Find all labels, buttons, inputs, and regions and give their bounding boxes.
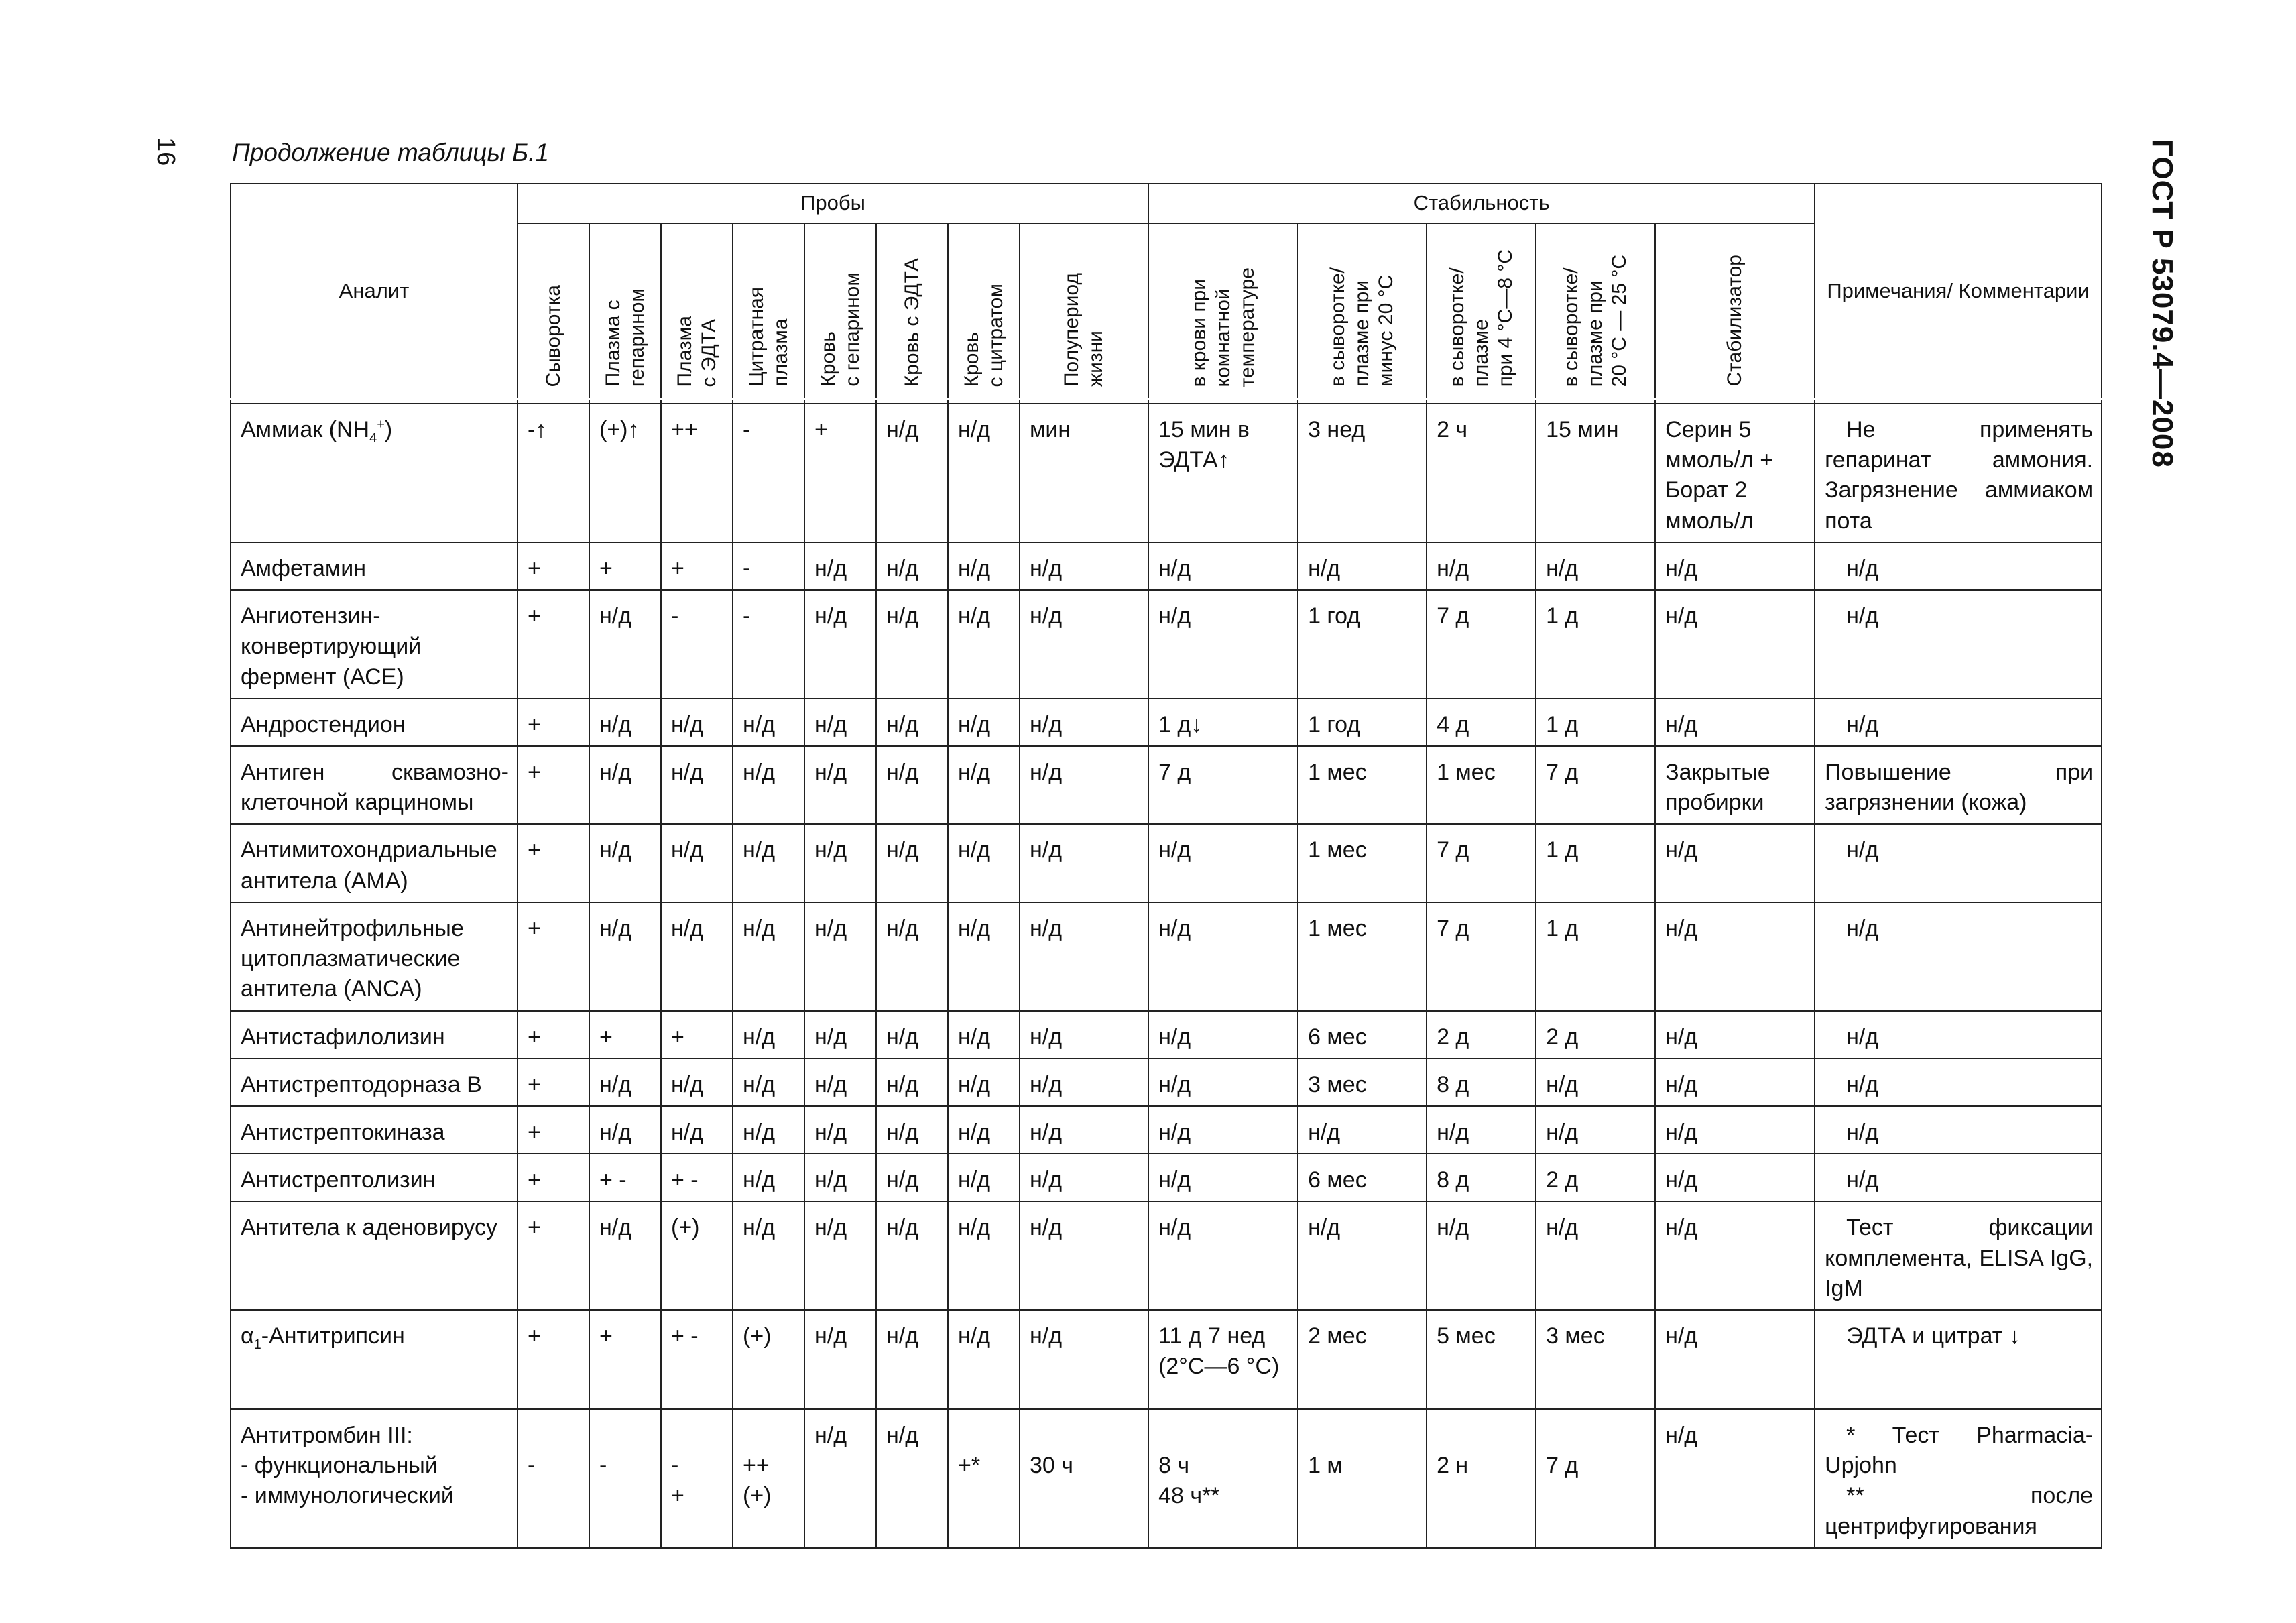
- value-cell: н/д: [1655, 1011, 1815, 1059]
- value-cell: н/д: [1148, 902, 1298, 1011]
- value-cell-line: н/д: [1665, 1423, 1698, 1449]
- value-cell-line: +: [671, 1483, 684, 1509]
- value-cell: н/д: [948, 1059, 1020, 1106]
- value-cell: 4 д: [1427, 699, 1536, 746]
- table-row: [231, 1154, 2102, 1201]
- header-samples-group: Пробы: [518, 184, 1148, 223]
- note-line: * Тест Pharmacia-Upjohn: [1825, 1423, 2094, 1479]
- value-cell: н/д: [1020, 746, 1148, 824]
- value-cell: [661, 1409, 733, 1548]
- header-column: [1020, 223, 1148, 399]
- value-cell: н/д: [804, 1154, 876, 1201]
- value-cell: н/д: [1148, 1011, 1298, 1059]
- table-row: [231, 590, 2102, 699]
- value-cell: н/д: [661, 699, 733, 746]
- value-cell: 1 д: [1536, 824, 1655, 902]
- note-cell: ЭДТА и цитрат ↓: [1815, 1310, 2102, 1409]
- header-column-label: Стабилизатор: [1724, 255, 1746, 387]
- value-cell: н/д: [1427, 542, 1536, 590]
- value-cell: [589, 1409, 661, 1548]
- value-cell: н/д: [948, 746, 1020, 824]
- value-cell: н/д: [1655, 824, 1815, 902]
- value-cell: +: [518, 1154, 589, 1201]
- value-cell: 8 д: [1427, 1059, 1536, 1106]
- value-cell: н/д: [948, 590, 1020, 699]
- note-cell: н/д: [1815, 1154, 2102, 1201]
- header-column: [804, 223, 876, 399]
- value-cell-line: -: [599, 1453, 607, 1479]
- value-cell-line: +*: [958, 1453, 981, 1479]
- header-column-label: Полупериод жизни: [1061, 273, 1107, 387]
- analyte-cell: Антинейтрофильные цитоплазматические антитела (ANCA): [231, 902, 518, 1011]
- value-cell: н/д: [804, 590, 876, 699]
- value-cell: Серин 5 ммоль/л + Борат 2 ммоль/л: [1655, 404, 1815, 542]
- header-notes: Примечания/ Комментарии: [1815, 184, 2102, 399]
- value-cell: 2 д: [1536, 1154, 1655, 1201]
- value-cell: 15 мин в ЭДТА↑: [1148, 404, 1298, 542]
- note-cell: н/д: [1815, 590, 2102, 699]
- header-column: [876, 223, 948, 399]
- value-cell: н/д: [1020, 542, 1148, 590]
- value-cell: н/д: [876, 1310, 948, 1409]
- value-cell: н/д: [876, 1011, 948, 1059]
- value-cell: н/д: [1020, 902, 1148, 1011]
- value-cell: н/д: [1020, 699, 1148, 746]
- value-cell: +: [518, 1310, 589, 1409]
- value-cell: +: [518, 1106, 589, 1154]
- analyte-cell: Антиген сквамозно-клеточной карциномы: [231, 746, 518, 824]
- note-cell: н/д: [1815, 1106, 2102, 1154]
- analyte-cell: Аммиак $(NH_4^+)$: [231, 404, 518, 542]
- analyte-stability-table: [230, 183, 2102, 1549]
- value-cell: Закрытые пробирки: [1655, 746, 1815, 824]
- table-row: [231, 1409, 2102, 1548]
- table-row: [231, 1011, 2102, 1059]
- value-cell: (+): [733, 1310, 804, 1409]
- value-cell: н/д: [804, 902, 876, 1011]
- analyte-cell: Антистрептолизин: [231, 1154, 518, 1201]
- header-column: [1655, 223, 1815, 399]
- value-cell: +: [804, 404, 876, 542]
- header-column: [948, 223, 1020, 399]
- value-cell: +: [518, 824, 589, 902]
- value-cell: 15 мин: [1536, 404, 1655, 542]
- value-cell: н/д: [733, 746, 804, 824]
- value-cell: н/д: [804, 1310, 876, 1409]
- value-cell: н/д: [876, 590, 948, 699]
- header-column: [1148, 223, 1298, 399]
- value-cell: н/д: [1020, 1059, 1148, 1106]
- value-cell: +: [518, 1011, 589, 1059]
- header-column: [518, 223, 589, 399]
- value-cell: н/д: [948, 1154, 1020, 1201]
- value-cell: н/д: [733, 1154, 804, 1201]
- value-cell: н/д: [1148, 1059, 1298, 1106]
- header-column: [1536, 223, 1655, 399]
- value-cell-line: 8 ч: [1158, 1453, 1190, 1479]
- value-cell: н/д: [1655, 590, 1815, 699]
- value-cell-line: (+): [743, 1483, 772, 1509]
- value-cell-line: -: [528, 1453, 536, 1479]
- value-cell: н/д: [804, 699, 876, 746]
- value-cell: +: [518, 746, 589, 824]
- value-cell: + -: [661, 1154, 733, 1201]
- value-cell: н/д: [1655, 1154, 1815, 1201]
- value-cell: н/д: [733, 1059, 804, 1106]
- value-cell: 1 год: [1298, 699, 1427, 746]
- analyte-cell: Антимитохондриальные антитела (АМА): [231, 824, 518, 902]
- value-cell: [804, 1409, 876, 1548]
- note-cell: Не применять гепаринат аммония. Загрязнение аммиаком пота: [1815, 404, 2102, 542]
- header-column: [733, 223, 804, 399]
- value-cell: 7 д: [1536, 746, 1655, 824]
- header-column: [1427, 223, 1536, 399]
- header-column-label: Кровь с гепарином: [817, 272, 863, 387]
- analyte-cell: Амфетамин: [231, 542, 518, 590]
- value-cell: н/д: [733, 699, 804, 746]
- value-cell: н/д: [804, 1059, 876, 1106]
- value-cell: 7 д: [1427, 590, 1536, 699]
- table-row: [231, 542, 2102, 590]
- value-cell: н/д: [589, 824, 661, 902]
- value-cell: н/д: [1020, 1201, 1148, 1310]
- value-cell: н/д: [876, 746, 948, 824]
- value-cell: н/д: [1427, 1106, 1536, 1154]
- table-row: [231, 1059, 2102, 1106]
- value-cell: мин: [1020, 404, 1148, 542]
- value-cell-line: 30 ч: [1030, 1453, 1073, 1479]
- value-cell-line: -: [671, 1453, 679, 1479]
- note-cell: н/д: [1815, 699, 2102, 746]
- value-cell: н/д: [876, 1154, 948, 1201]
- value-cell-line: 2 н: [1437, 1453, 1469, 1479]
- value-cell: н/д: [661, 902, 733, 1011]
- value-cell: н/д: [589, 1201, 661, 1310]
- header-stability-group: Стабильность: [1148, 184, 1815, 223]
- value-cell: 1 мес: [1427, 746, 1536, 824]
- value-cell: 1 мес: [1298, 824, 1427, 902]
- value-cell: 3 мес: [1536, 1310, 1655, 1409]
- value-cell: н/д: [1298, 542, 1427, 590]
- value-cell: н/д: [1148, 1201, 1298, 1310]
- value-cell: н/д: [1655, 1059, 1815, 1106]
- value-cell: [518, 1409, 589, 1548]
- value-cell-line: 7 д: [1546, 1453, 1579, 1479]
- analyte-cell: [231, 1409, 518, 1548]
- value-cell: н/д: [733, 1106, 804, 1154]
- value-cell: н/д: [1536, 542, 1655, 590]
- value-cell-line: н/д: [886, 1423, 919, 1449]
- value-cell: +: [589, 542, 661, 590]
- value-cell-line: н/д: [814, 1423, 847, 1449]
- value-cell: 6 мес: [1298, 1011, 1427, 1059]
- value-cell: [1655, 1409, 1815, 1548]
- table-row: [231, 902, 2102, 1011]
- value-cell: -↑: [518, 404, 589, 542]
- value-cell: н/д: [1148, 1154, 1298, 1201]
- value-cell: [1020, 1409, 1148, 1548]
- value-cell: н/д: [804, 542, 876, 590]
- value-cell: н/д: [948, 699, 1020, 746]
- value-cell: 2 д: [1536, 1011, 1655, 1059]
- header-column-label: в сыворотке/ плазме при 4 °С—8 °С: [1445, 249, 1516, 387]
- note-cell: н/д: [1815, 542, 2102, 590]
- value-cell: 7 д: [1148, 746, 1298, 824]
- note-cell: н/д: [1815, 902, 2102, 1011]
- value-cell: н/д: [589, 699, 661, 746]
- value-cell: н/д: [948, 824, 1020, 902]
- header-column-label: Кровь с цитратом: [960, 283, 1007, 387]
- value-cell: 1 д: [1536, 590, 1655, 699]
- value-cell: +: [589, 1011, 661, 1059]
- value-cell: н/д: [876, 902, 948, 1011]
- value-cell: (+)↑: [589, 404, 661, 542]
- value-cell: н/д: [948, 1201, 1020, 1310]
- analyte-cell: Антистафилолизин: [231, 1011, 518, 1059]
- analyte-cell: Ангиотензин-конвертирующий фермент (АСЕ): [231, 590, 518, 699]
- value-cell: 3 нед: [1298, 404, 1427, 542]
- value-cell: н/д: [948, 1310, 1020, 1409]
- value-cell: 1 д: [1536, 699, 1655, 746]
- analyte-cell: Антистрептодорназа В: [231, 1059, 518, 1106]
- header-column-label: Кровь с ЭДТА: [900, 257, 923, 387]
- value-cell: +: [589, 1310, 661, 1409]
- value-cell: н/д: [1655, 699, 1815, 746]
- analyte-cell-line: Антитромбин III:: [241, 1423, 413, 1449]
- value-cell: н/д: [661, 1059, 733, 1106]
- value-cell: 1 д↓: [1148, 699, 1298, 746]
- header-analyte: Аналит: [231, 184, 518, 399]
- value-cell: [733, 1409, 804, 1548]
- value-cell: н/д: [1020, 1011, 1148, 1059]
- value-cell: [948, 1409, 1020, 1548]
- value-cell: [1148, 1409, 1298, 1548]
- value-cell: н/д: [948, 404, 1020, 542]
- value-cell: н/д: [733, 824, 804, 902]
- value-cell: н/д: [1298, 1106, 1427, 1154]
- header-column-label: Цитратная плазма: [745, 287, 792, 387]
- note-cell: Тест фиксации комплемента, ELISA IgG, IgM: [1815, 1201, 2102, 1310]
- value-cell: н/д: [1148, 1106, 1298, 1154]
- table-row: [231, 1106, 2102, 1154]
- value-cell: (+): [661, 1201, 733, 1310]
- value-cell: 7 д: [1427, 902, 1536, 1011]
- value-cell: н/д: [1020, 590, 1148, 699]
- value-cell: н/д: [589, 746, 661, 824]
- value-cell: н/д: [948, 542, 1020, 590]
- page-number: 16: [152, 137, 180, 166]
- value-cell: н/д: [1655, 1106, 1815, 1154]
- value-cell: н/д: [1020, 1106, 1148, 1154]
- value-cell: + -: [589, 1154, 661, 1201]
- value-cell: н/д: [1536, 1201, 1655, 1310]
- header-column: [1298, 223, 1427, 399]
- analyte-cell: Антитела к аденовирусу: [231, 1201, 518, 1310]
- value-cell: н/д: [1427, 1201, 1536, 1310]
- header-column: [661, 223, 733, 399]
- value-cell: н/д: [1020, 1154, 1148, 1201]
- table-row: [231, 1310, 2102, 1409]
- value-cell: [1536, 1409, 1655, 1548]
- value-cell: -: [733, 404, 804, 542]
- value-cell: 2 мес: [1298, 1310, 1427, 1409]
- value-cell: н/д: [804, 1011, 876, 1059]
- standard-designation: ГОСТ Р 53079.4—2008: [2146, 139, 2179, 468]
- table-row: [231, 746, 2102, 824]
- header-column-label: Плазма с гепарином: [601, 288, 648, 387]
- value-cell: 2 д: [1427, 1011, 1536, 1059]
- header-column-label: в сыворотке/ плазме при 20 °С — 25 °С: [1560, 254, 1631, 387]
- analyte-cell-line: - функциональный: [241, 1453, 438, 1479]
- value-cell: н/д: [733, 1011, 804, 1059]
- value-cell: н/д: [804, 1201, 876, 1310]
- value-cell: 7 д: [1427, 824, 1536, 902]
- value-cell-line: 48 ч**: [1158, 1483, 1220, 1509]
- value-cell: [1298, 1409, 1427, 1548]
- value-cell: н/д: [876, 699, 948, 746]
- table-row: [231, 404, 2102, 542]
- value-cell: +: [518, 590, 589, 699]
- value-cell: н/д: [1020, 1310, 1148, 1409]
- analyte-cell: Андростендион: [231, 699, 518, 746]
- value-cell: н/д: [1148, 824, 1298, 902]
- value-cell-line: ++: [743, 1453, 770, 1479]
- header-column-label: в крови при комнатной температуре: [1187, 267, 1258, 387]
- value-cell: н/д: [589, 590, 661, 699]
- value-cell: 8 д: [1427, 1154, 1536, 1201]
- value-cell: 1 мес: [1298, 746, 1427, 824]
- note-cell: Повышение при загрязнении (кожа): [1815, 746, 2102, 824]
- value-cell: 1 д: [1536, 902, 1655, 1011]
- header-column-label: Плазма с ЭДТА: [673, 315, 720, 387]
- value-cell: н/д: [1655, 902, 1815, 1011]
- value-cell: +: [661, 1011, 733, 1059]
- value-cell: н/д: [661, 824, 733, 902]
- value-cell: н/д: [589, 1106, 661, 1154]
- table-row: [231, 699, 2102, 746]
- note-cell: н/д: [1815, 1011, 2102, 1059]
- value-cell: н/д: [876, 542, 948, 590]
- value-cell: 2 ч: [1427, 404, 1536, 542]
- value-cell: 1 год: [1298, 590, 1427, 699]
- value-cell: 1 мес: [1298, 902, 1427, 1011]
- value-cell: 11 д 7 нед (2°С—6 °С): [1148, 1310, 1298, 1409]
- value-cell: +: [518, 699, 589, 746]
- value-cell: -: [661, 590, 733, 699]
- value-cell: н/д: [1536, 1059, 1655, 1106]
- value-cell: н/д: [1148, 590, 1298, 699]
- note-cell: [1815, 1409, 2102, 1548]
- value-cell: н/д: [733, 902, 804, 1011]
- value-cell: +: [518, 1059, 589, 1106]
- value-cell: н/д: [1020, 824, 1148, 902]
- value-cell: н/д: [661, 746, 733, 824]
- value-cell: н/д: [661, 1106, 733, 1154]
- value-cell: н/д: [1655, 542, 1815, 590]
- value-cell: +: [518, 1201, 589, 1310]
- value-cell: 6 мес: [1298, 1154, 1427, 1201]
- value-cell: -: [733, 542, 804, 590]
- table-row: [231, 824, 2102, 902]
- header-column-label: в сыворотке/ плазме при минус 20 °С: [1327, 267, 1398, 387]
- value-cell: [1427, 1409, 1536, 1548]
- value-cell: н/д: [1536, 1106, 1655, 1154]
- note-cell: н/д: [1815, 824, 2102, 902]
- header-column: [589, 223, 661, 399]
- analyte-cell: $\alpha_1$-Антитрипсин: [231, 1310, 518, 1409]
- value-cell: н/д: [804, 746, 876, 824]
- value-cell: н/д: [804, 1106, 876, 1154]
- value-cell: н/д: [1655, 1201, 1815, 1310]
- value-cell: н/д: [1298, 1201, 1427, 1310]
- value-cell: 3 мес: [1298, 1059, 1427, 1106]
- table-row: [231, 1201, 2102, 1310]
- value-cell: ++: [661, 404, 733, 542]
- note-line: ** после центрифугирования: [1825, 1483, 2094, 1539]
- value-cell: н/д: [876, 1106, 948, 1154]
- value-cell: н/д: [733, 1201, 804, 1310]
- value-cell: +: [518, 542, 589, 590]
- analyte-cell: Антистрептокиназа: [231, 1106, 518, 1154]
- value-cell-line: 1 м: [1308, 1453, 1343, 1479]
- value-cell: н/д: [948, 1011, 1020, 1059]
- value-cell: + -: [661, 1310, 733, 1409]
- value-cell: н/д: [804, 824, 876, 902]
- table-caption: Продолжение таблицы Б.1: [232, 139, 549, 166]
- value-cell: н/д: [948, 902, 1020, 1011]
- value-cell: н/д: [589, 902, 661, 1011]
- header-column-label: Сыворотка: [542, 284, 564, 387]
- analyte-cell-line: - иммунологический: [241, 1483, 454, 1509]
- value-cell: [876, 1409, 948, 1548]
- value-cell: н/д: [589, 1059, 661, 1106]
- value-cell: +: [661, 542, 733, 590]
- value-cell: -: [733, 590, 804, 699]
- value-cell: н/д: [1655, 1310, 1815, 1409]
- value-cell: н/д: [948, 1106, 1020, 1154]
- value-cell: н/д: [876, 1201, 948, 1310]
- value-cell: н/д: [876, 824, 948, 902]
- value-cell: н/д: [876, 404, 948, 542]
- value-cell: 5 мес: [1427, 1310, 1536, 1409]
- value-cell: н/д: [876, 1059, 948, 1106]
- value-cell: +: [518, 902, 589, 1011]
- value-cell: н/д: [1148, 542, 1298, 590]
- note-cell: н/д: [1815, 1059, 2102, 1106]
